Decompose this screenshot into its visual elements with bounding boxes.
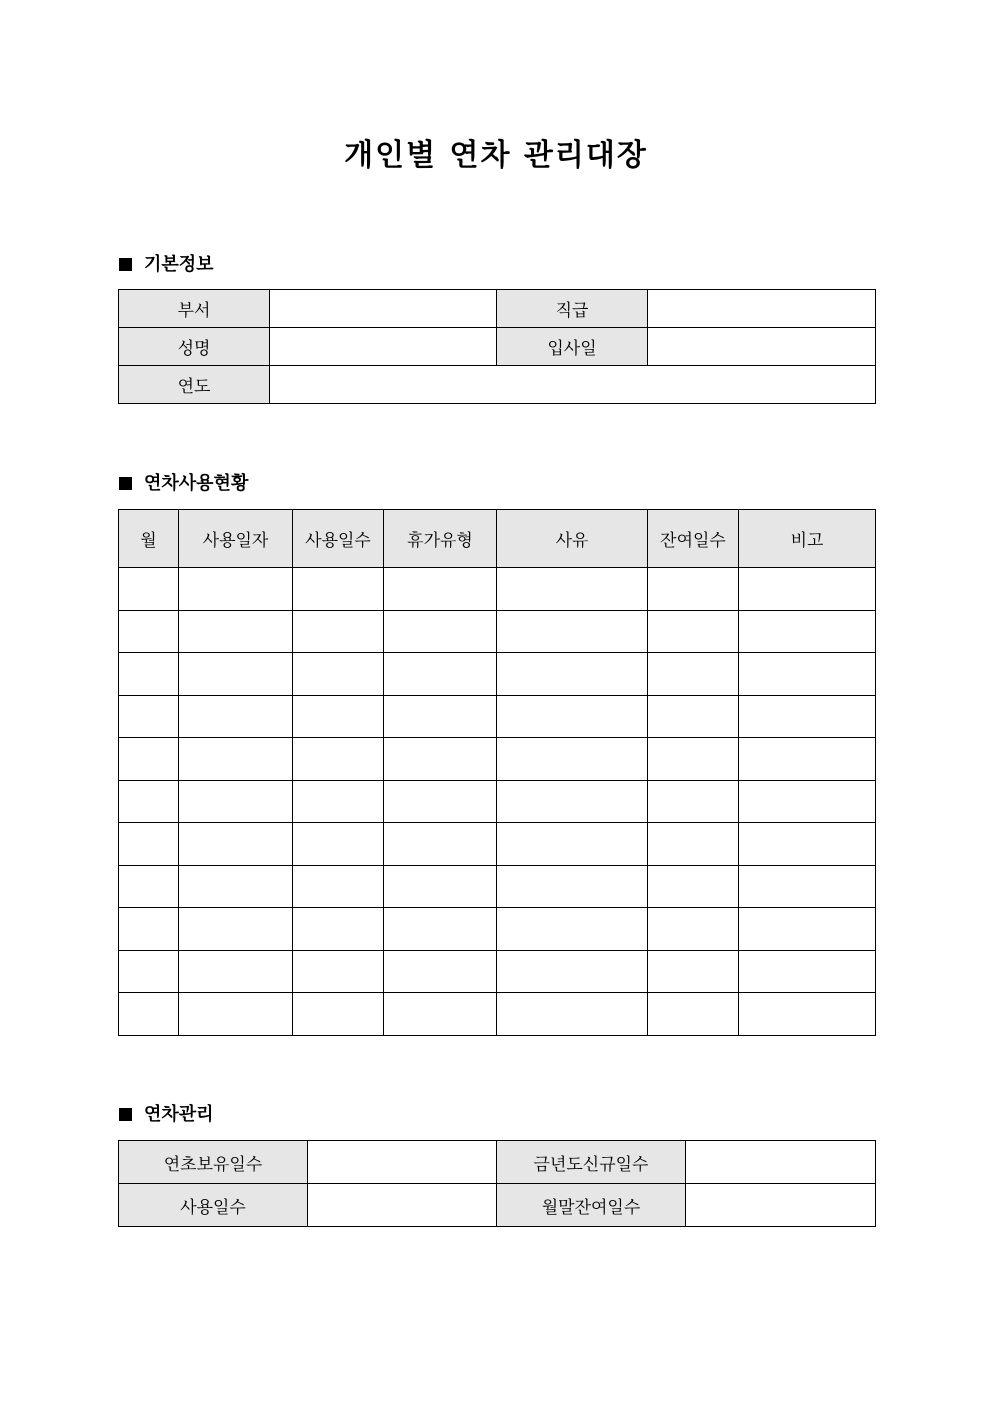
remarks-cell[interactable] bbox=[739, 950, 876, 993]
remaining-days-cell[interactable] bbox=[648, 695, 739, 738]
remarks-cell[interactable] bbox=[739, 653, 876, 696]
remarks-cell[interactable] bbox=[739, 908, 876, 951]
table-row bbox=[119, 993, 876, 1036]
days-used-cell[interactable] bbox=[293, 950, 384, 993]
days-used-cell[interactable] bbox=[293, 823, 384, 866]
used-days-label: 사용일수 bbox=[119, 1184, 308, 1227]
remaining-days-cell[interactable] bbox=[648, 865, 739, 908]
reason-cell[interactable] bbox=[497, 823, 648, 866]
use-date-cell[interactable] bbox=[179, 823, 293, 866]
initial-days-field[interactable] bbox=[308, 1141, 497, 1184]
table-row bbox=[119, 610, 876, 653]
month-end-remaining-field[interactable] bbox=[686, 1184, 876, 1227]
days-used-cell[interactable] bbox=[293, 865, 384, 908]
column-header-remaining-days: 잔여일수 bbox=[648, 510, 739, 568]
initial-days-label: 연초보유일수 bbox=[119, 1141, 308, 1184]
month-cell[interactable] bbox=[119, 780, 179, 823]
remarks-cell[interactable] bbox=[739, 695, 876, 738]
use-date-cell[interactable] bbox=[179, 865, 293, 908]
section-heading-label: 기본정보 bbox=[144, 254, 214, 275]
remarks-cell[interactable] bbox=[739, 738, 876, 781]
days-used-cell[interactable] bbox=[293, 908, 384, 951]
month-cell[interactable] bbox=[119, 908, 179, 951]
days-used-cell[interactable] bbox=[293, 610, 384, 653]
table-row bbox=[119, 328, 876, 366]
remarks-cell[interactable] bbox=[739, 993, 876, 1036]
days-used-cell[interactable] bbox=[293, 780, 384, 823]
month-cell[interactable] bbox=[119, 610, 179, 653]
month-end-remaining-label: 월말잔여일수 bbox=[497, 1184, 686, 1227]
leave-type-cell[interactable] bbox=[384, 780, 497, 823]
table-row bbox=[119, 568, 876, 611]
leave-type-cell[interactable] bbox=[384, 568, 497, 611]
remaining-days-cell[interactable] bbox=[648, 610, 739, 653]
square-bullet-icon bbox=[119, 477, 132, 490]
new-days-label: 금년도신규일수 bbox=[497, 1141, 686, 1184]
reason-cell[interactable] bbox=[497, 780, 648, 823]
use-date-cell[interactable] bbox=[179, 568, 293, 611]
reason-cell[interactable] bbox=[497, 908, 648, 951]
days-used-cell[interactable] bbox=[293, 695, 384, 738]
table-row bbox=[119, 780, 876, 823]
remaining-days-cell[interactable] bbox=[648, 653, 739, 696]
table-header-row bbox=[119, 510, 876, 568]
month-cell[interactable] bbox=[119, 568, 179, 611]
table-row bbox=[119, 908, 876, 951]
position-field[interactable] bbox=[648, 290, 876, 328]
use-date-cell[interactable] bbox=[179, 695, 293, 738]
table-row bbox=[119, 290, 876, 328]
remaining-days-cell[interactable] bbox=[648, 568, 739, 611]
hire-date-label: 입사일 bbox=[497, 328, 648, 366]
name-field[interactable] bbox=[270, 328, 497, 366]
reason-cell[interactable] bbox=[497, 568, 648, 611]
basic-info-table bbox=[118, 289, 876, 404]
section-heading-label: 연차관리 bbox=[144, 1104, 214, 1125]
table-row bbox=[119, 1184, 876, 1227]
reason-cell[interactable] bbox=[497, 950, 648, 993]
section-heading-usage-status bbox=[119, 472, 248, 496]
month-cell[interactable] bbox=[119, 695, 179, 738]
use-date-cell[interactable] bbox=[179, 993, 293, 1036]
days-used-cell[interactable] bbox=[293, 993, 384, 1036]
leave-type-cell[interactable] bbox=[384, 695, 497, 738]
year-label: 연도 bbox=[119, 366, 270, 404]
square-bullet-icon bbox=[119, 258, 132, 271]
table-row bbox=[119, 950, 876, 993]
hire-date-field[interactable] bbox=[648, 328, 876, 366]
month-cell[interactable] bbox=[119, 993, 179, 1036]
remarks-cell[interactable] bbox=[739, 823, 876, 866]
table-row bbox=[119, 865, 876, 908]
name-label: 성명 bbox=[119, 328, 270, 366]
use-date-cell[interactable] bbox=[179, 610, 293, 653]
remaining-days-cell[interactable] bbox=[648, 780, 739, 823]
table-row bbox=[119, 695, 876, 738]
column-header-leave-type: 휴가유형 bbox=[384, 510, 497, 568]
leave-type-cell[interactable] bbox=[384, 610, 497, 653]
month-cell[interactable] bbox=[119, 653, 179, 696]
days-used-cell[interactable] bbox=[293, 653, 384, 696]
leave-type-cell[interactable] bbox=[384, 865, 497, 908]
use-date-cell[interactable] bbox=[179, 738, 293, 781]
month-cell[interactable] bbox=[119, 950, 179, 993]
leave-type-cell[interactable] bbox=[384, 908, 497, 951]
year-field[interactable] bbox=[270, 366, 876, 404]
use-date-cell[interactable] bbox=[179, 653, 293, 696]
section-heading-leave-management bbox=[119, 1103, 214, 1127]
use-date-cell[interactable] bbox=[179, 950, 293, 993]
summary-table bbox=[118, 1140, 876, 1227]
month-cell[interactable] bbox=[119, 823, 179, 866]
leave-type-cell[interactable] bbox=[384, 653, 497, 696]
table-row bbox=[119, 738, 876, 781]
remarks-cell[interactable] bbox=[739, 780, 876, 823]
reason-cell[interactable] bbox=[497, 653, 648, 696]
month-cell[interactable] bbox=[119, 865, 179, 908]
department-field[interactable] bbox=[270, 290, 497, 328]
reason-cell[interactable] bbox=[497, 993, 648, 1036]
remaining-days-cell[interactable] bbox=[648, 950, 739, 993]
square-bullet-icon bbox=[119, 1108, 132, 1121]
position-label: 직급 bbox=[497, 290, 648, 328]
table-row bbox=[119, 653, 876, 696]
remaining-days-cell[interactable] bbox=[648, 908, 739, 951]
days-used-cell[interactable] bbox=[293, 738, 384, 781]
leave-type-cell[interactable] bbox=[384, 738, 497, 781]
remaining-days-cell[interactable] bbox=[648, 993, 739, 1036]
section-heading-label: 연차사용현황 bbox=[144, 473, 249, 494]
column-header-reason: 사유 bbox=[497, 510, 648, 568]
usage-table bbox=[118, 509, 876, 1036]
section-heading-basic-info bbox=[119, 253, 214, 277]
leave-type-cell[interactable] bbox=[384, 823, 497, 866]
remarks-cell[interactable] bbox=[739, 610, 876, 653]
month-cell[interactable] bbox=[119, 738, 179, 781]
remaining-days-cell[interactable] bbox=[648, 738, 739, 781]
reason-cell[interactable] bbox=[497, 865, 648, 908]
department-label: 부서 bbox=[119, 290, 270, 328]
reason-cell[interactable] bbox=[497, 738, 648, 781]
leave-type-cell[interactable] bbox=[384, 950, 497, 993]
use-date-cell[interactable] bbox=[179, 908, 293, 951]
new-days-field[interactable] bbox=[686, 1141, 876, 1184]
usage-table-body bbox=[119, 568, 876, 1036]
leave-type-cell[interactable] bbox=[384, 993, 497, 1036]
days-used-cell[interactable] bbox=[293, 568, 384, 611]
table-row bbox=[119, 366, 876, 404]
table-row bbox=[119, 1141, 876, 1184]
remarks-cell[interactable] bbox=[739, 568, 876, 611]
column-header-use-date: 사용일자 bbox=[179, 510, 293, 568]
table-row bbox=[119, 823, 876, 866]
page-title: 개인별 연차 관리대장 bbox=[344, 138, 648, 173]
reason-cell[interactable] bbox=[497, 695, 648, 738]
column-header-month: 월 bbox=[119, 510, 179, 568]
remarks-cell[interactable] bbox=[739, 865, 876, 908]
column-header-remarks: 비고 bbox=[739, 510, 876, 568]
use-date-cell[interactable] bbox=[179, 780, 293, 823]
used-days-field[interactable] bbox=[308, 1184, 497, 1227]
remaining-days-cell[interactable] bbox=[648, 823, 739, 866]
column-header-days-used: 사용일수 bbox=[293, 510, 384, 568]
reason-cell[interactable] bbox=[497, 610, 648, 653]
